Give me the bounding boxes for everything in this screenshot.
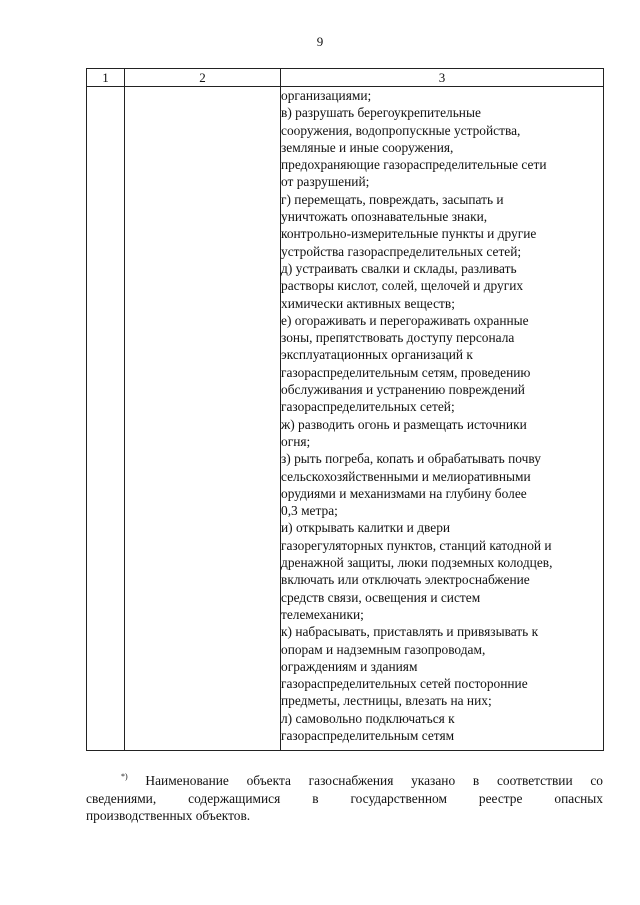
text-line: уничтожать опознавательные знаки, [281, 209, 488, 225]
text-line: включать или отключать электроснабжение [281, 572, 530, 588]
footnote-text-1: Наименование объекта газоснабжения указано в соответствии со [145, 773, 603, 788]
text-line: предохраняющие газораспределительные сети [281, 157, 547, 173]
text-line: огня; [281, 433, 311, 449]
text-line: газораспределительным сетям, проведению [281, 364, 531, 380]
requirements-table [86, 68, 604, 751]
text-line: сельскохозяйственными и мелиоративными [281, 468, 531, 484]
footnote-line-1 [86, 768, 603, 790]
text-line: сооружения, водопропускные устройства, [281, 122, 521, 138]
text-line: газорегуляторных пунктов, станций катодной и [281, 537, 552, 553]
text-line: ж) разводить огонь и размещать источники [281, 416, 527, 432]
text-line: д) устраивать свалки и склады, разливать [281, 260, 517, 276]
column-header-1: 1 [87, 69, 125, 87]
column-header-2: 2 [125, 69, 281, 87]
text-line: газораспределительных сетей посторонние [281, 676, 528, 692]
text-line: растворы кислот, солей, щелочей и других [281, 278, 524, 294]
text-line: контрольно-измерительные пункты и другие [281, 226, 537, 242]
footnote-marker: *) [121, 772, 128, 781]
text-line: г) перемещать, повреждать, засыпать и [281, 191, 504, 207]
text-line: средств связи, освещения и систем [281, 589, 481, 605]
text-line: е) огораживать и перегораживать охранные [281, 312, 529, 328]
text-line: 0,3 метра; [281, 503, 338, 519]
text-line: земляные и иные сооружения, [281, 139, 454, 155]
text-line: орудиями и механизмами на глубину более [281, 485, 527, 501]
text-line: организациями; [281, 88, 372, 103]
footnote-line-2: сведениями, содержащимися в государственном реестре опасных [86, 790, 603, 806]
text-line: устройства газораспределительных сетей; [281, 243, 522, 259]
footnote [86, 768, 603, 825]
text-line: л) самовольно подключаться к [281, 710, 455, 726]
column-3-cell [281, 87, 604, 751]
text-line: дренажной защиты, люки подземных колодцев, [281, 555, 553, 571]
footnote-line-3: производственных объектов. [86, 808, 251, 824]
text-line: опорам и надземным газопроводам, [281, 641, 486, 657]
column-1-cell [87, 87, 125, 751]
text-line: газораспределительным сетям [281, 727, 455, 743]
text-line: химически активных веществ; [281, 295, 455, 311]
text-line: з) рыть погреба, копать и обрабатывать почву [281, 451, 541, 467]
text-line: обслуживания и устранению повреждений [281, 382, 525, 398]
text-line: от разрушений; [281, 174, 370, 190]
text-line: зоны, препятствовать доступу персонала [281, 330, 515, 346]
column-header-3: 3 [281, 69, 604, 87]
column-2-cell [125, 87, 281, 751]
text-line: ограждениям и зданиям [281, 658, 418, 674]
text-line: эксплуатационных организаций к [281, 347, 473, 363]
table-row [87, 87, 604, 751]
text-line: газораспределительных сетей; [281, 399, 455, 415]
text-line: предметы, лестницы, влезать на них; [281, 693, 492, 709]
text-line: и) открывать калитки и двери [281, 520, 451, 536]
text-line: телемеханики; [281, 606, 364, 622]
page-number: 9 [316, 34, 324, 49]
text-line: к) набрасывать, приставлять и привязывать к [281, 624, 539, 640]
table-header-row [87, 69, 604, 87]
text-line: в) разрушать берегоукрепительные [281, 105, 481, 121]
